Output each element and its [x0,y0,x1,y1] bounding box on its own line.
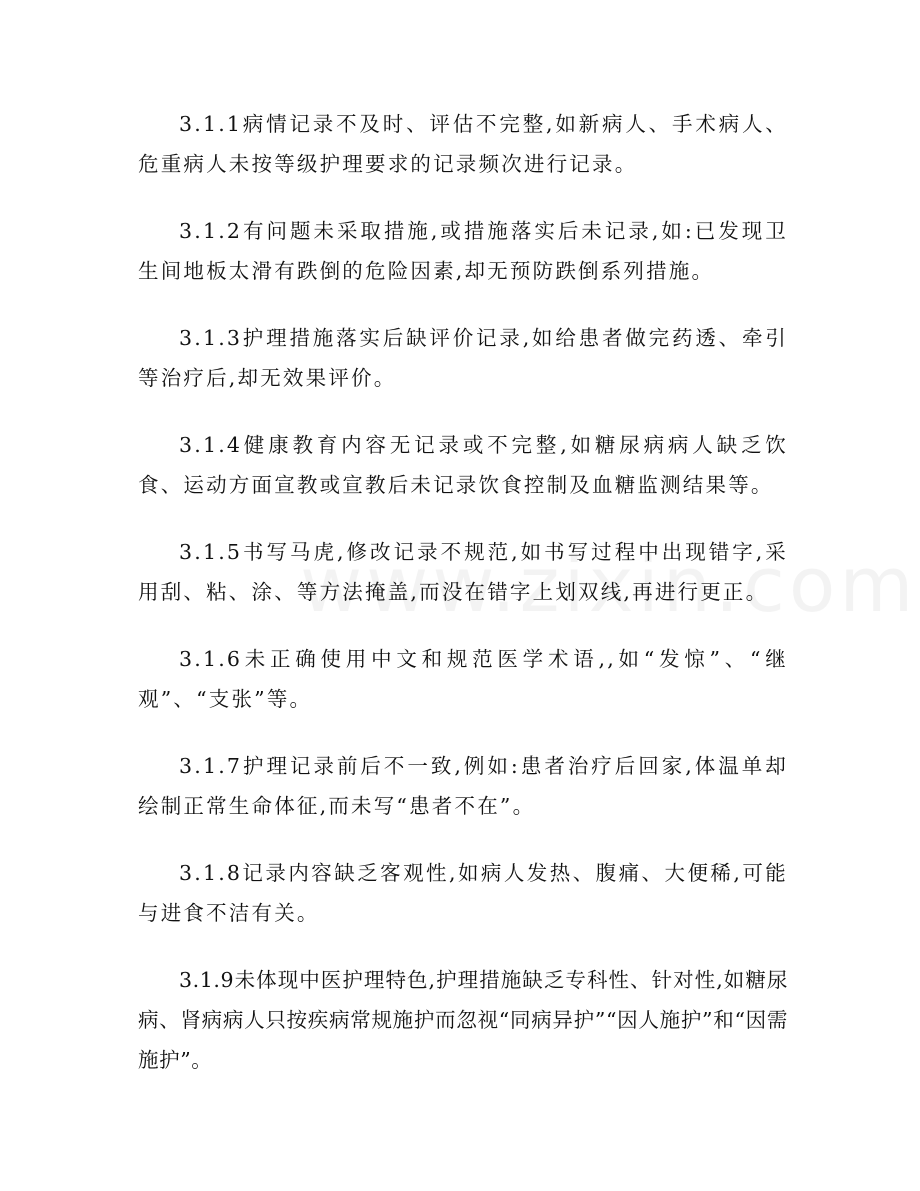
document-body [138,104,788,1107]
paragraph-3-1-7: 3.1.7护理记录前后不一致,例如:患者治疗后回家,体温单却绘制正常生命体征,而未写“患者不在”。 [138,754,788,818]
paragraph-3-1-3: 3.1.3护理措施落实后缺评价记录,如给患者做完药透、牵引等治疗后,却无效果评价。 [138,326,788,390]
paragraph-3-1-6: 3.1.6未正确使用中文和规范医学术语,,如“发惊”、“继观”、“支张”等。 [138,647,788,711]
paragraph-3-1-2: 3.1.2有问题未采取措施,或措施落实后未记录,如:已发现卫生间地板太滑有跌倒的危险因素,却无预防跌倒系列措施。 [138,219,788,283]
paragraph-3-1-1: 3.1.1病情记录不及时、评估不完整,如新病人、手术病人、危重病人未按等级护理要求的记录频次进行记录。 [138,112,788,176]
paragraph-3-1-9: 3.1.9未体现中医护理特色,护理措施缺乏专科性、针对性,如糖尿病、肾病病人只按疾病常规施护而忽视“同病异护”“因人施护”和“因需施护”。 [138,968,788,1072]
paragraph-3-1-8: 3.1.8记录内容缺乏客观性,如病人发热、腹痛、大便稀,可能与进食不洁有关。 [138,861,788,925]
paragraph-3-1-5: 3.1.5书写马虎,修改记录不规范,如书写过程中出现错字,采用刮、粘、涂、等方法掩盖,而没在错字上划双线,再进行更正。 [138,540,788,604]
paragraph-3-1-4: 3.1.4健康教育内容无记录或不完整,如糖尿病病人缺乏饮食、运动方面宣教或宣教后未记录饮食控制及血糖监测结果等。 [138,433,788,497]
